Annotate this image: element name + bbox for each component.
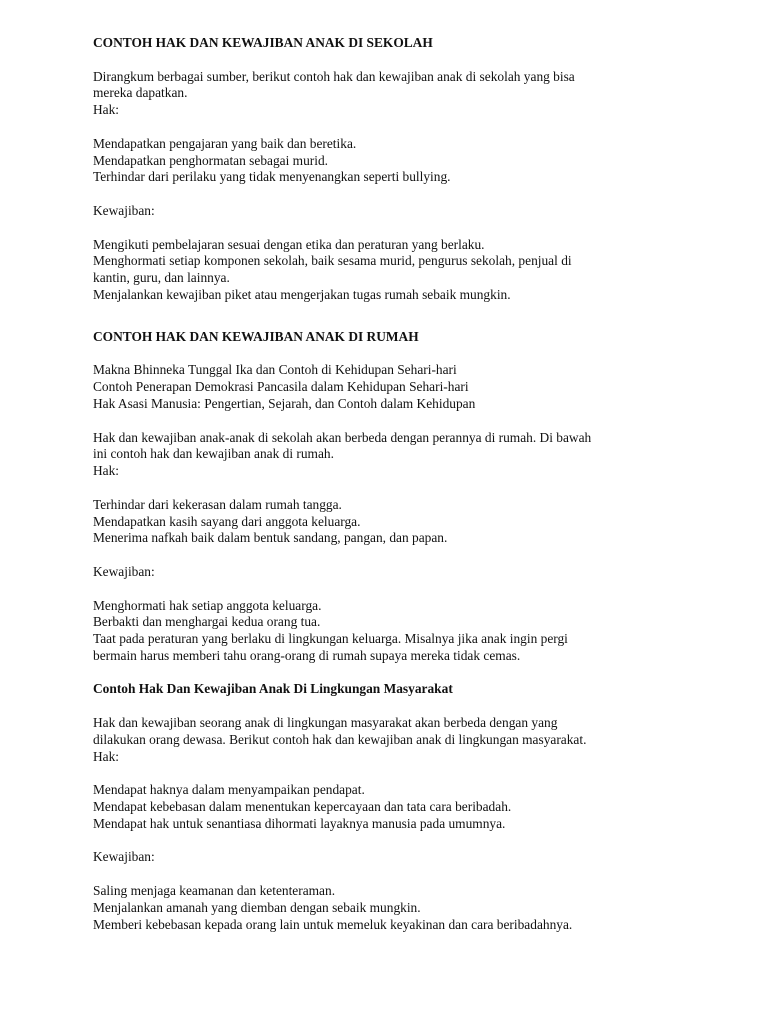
- list-item: Menjalankan amanah yang diemban dengan sebaik mungkin.: [93, 899, 421, 915]
- list-item: Menerima nafkah baik dalam bentuk sandang, pangan, dan papan.: [93, 530, 448, 546]
- list-item: Mendapat haknya dalam menyampaikan pendapat.: [93, 782, 365, 798]
- list-item: Mendapat hak untuk senantiasa dihormati layaknya manusia pada umumnya.: [93, 815, 506, 831]
- list-item: Terhindar dari kekerasan dalam rumah tangga.: [93, 496, 342, 512]
- paragraph-line: mereka dapatkan.: [93, 85, 188, 101]
- hak-label: Hak:: [93, 748, 120, 764]
- list-item: Terhindar dari perilaku yang tidak menyenangkan seperti bullying.: [93, 169, 451, 185]
- list-item: Taat pada peraturan yang berlaku di lingkungan keluarga. Misalnya jika anak ingin pergi: [93, 631, 568, 647]
- list-item: Berbakti dan menghargai kedua orang tua.: [93, 614, 321, 630]
- kewajiban-label: Kewajiban:: [93, 202, 155, 218]
- list-item: Mengikuti pembelajaran sesuai dengan etika dan peraturan yang berlaku.: [93, 236, 485, 252]
- list-item: Mendapatkan kasih sayang dari anggota keluarga.: [93, 513, 361, 529]
- paragraph-line: Dirangkum berbagai sumber, berikut contoh hak dan kewajiban anak di sekolah yang bisa: [93, 68, 575, 84]
- kewajiban-label: Kewajiban:: [93, 849, 155, 865]
- list-item: Memberi kebebasan kepada orang lain untuk memeluk keyakinan dan cara beribadahnya.: [93, 916, 573, 932]
- paragraph-line: Hak dan kewajiban anak-anak di sekolah akan berbeda dengan perannya di rumah. Di bawah: [93, 429, 592, 445]
- related-article-line: Hak Asasi Manusia: Pengertian, Sejarah, dan Contoh dalam Kehidupan: [93, 395, 476, 411]
- document-body: [93, 35, 683, 933]
- section-heading-masyarakat: Contoh Hak Dan Kewajiban Anak Di Lingkungan Masyarakat: [93, 681, 453, 697]
- section-heading-rumah: CONTOH HAK DAN KEWAJIBAN ANAK DI RUMAH: [93, 328, 419, 344]
- list-item: Menghormati hak setiap anggota keluarga.: [93, 597, 322, 613]
- list-item: Menjalankan kewajiban piket atau mengerjakan tugas rumah sebaik mungkin.: [93, 286, 511, 302]
- list-item: bermain harus memberi tahu orang-orang di rumah supaya mereka tidak cemas.: [93, 647, 521, 663]
- list-item: Mendapat kebebasan dalam menentukan kepercayaan dan tata cara beribadah.: [93, 799, 512, 815]
- paragraph-line: ini contoh hak dan kewajiban anak di rumah.: [93, 446, 334, 462]
- paragraph-line: Hak dan kewajiban seorang anak di lingkungan masyarakat akan berbeda dengan yang: [93, 715, 558, 731]
- list-item: kantin, guru, dan lainnya.: [93, 270, 230, 286]
- kewajiban-label: Kewajiban:: [93, 563, 155, 579]
- list-item: Menghormati setiap komponen sekolah, baik sesama murid, pengurus sekolah, penjual di: [93, 253, 572, 269]
- hak-label: Hak:: [93, 102, 120, 118]
- hak-label: Hak:: [93, 463, 120, 479]
- paragraph-line: dilakukan orang dewasa. Berikut contoh hak dan kewajiban anak di lingkungan masyarakat.: [93, 731, 587, 747]
- list-item: Mendapatkan pengajaran yang baik dan beretika.: [93, 135, 357, 151]
- list-item: Saling menjaga keamanan dan ketenteraman.: [93, 883, 336, 899]
- related-article-line: Contoh Penerapan Demokrasi Pancasila dalam Kehidupan Sehari-hari: [93, 379, 469, 395]
- section-heading-sekolah: CONTOH HAK DAN KEWAJIBAN ANAK DI SEKOLAH: [93, 35, 433, 50]
- list-item: Mendapatkan penghormatan sebagai murid.: [93, 152, 329, 168]
- related-article-line: Makna Bhinneka Tunggal Ika dan Contoh di Kehidupan Sehari-hari: [93, 362, 457, 378]
